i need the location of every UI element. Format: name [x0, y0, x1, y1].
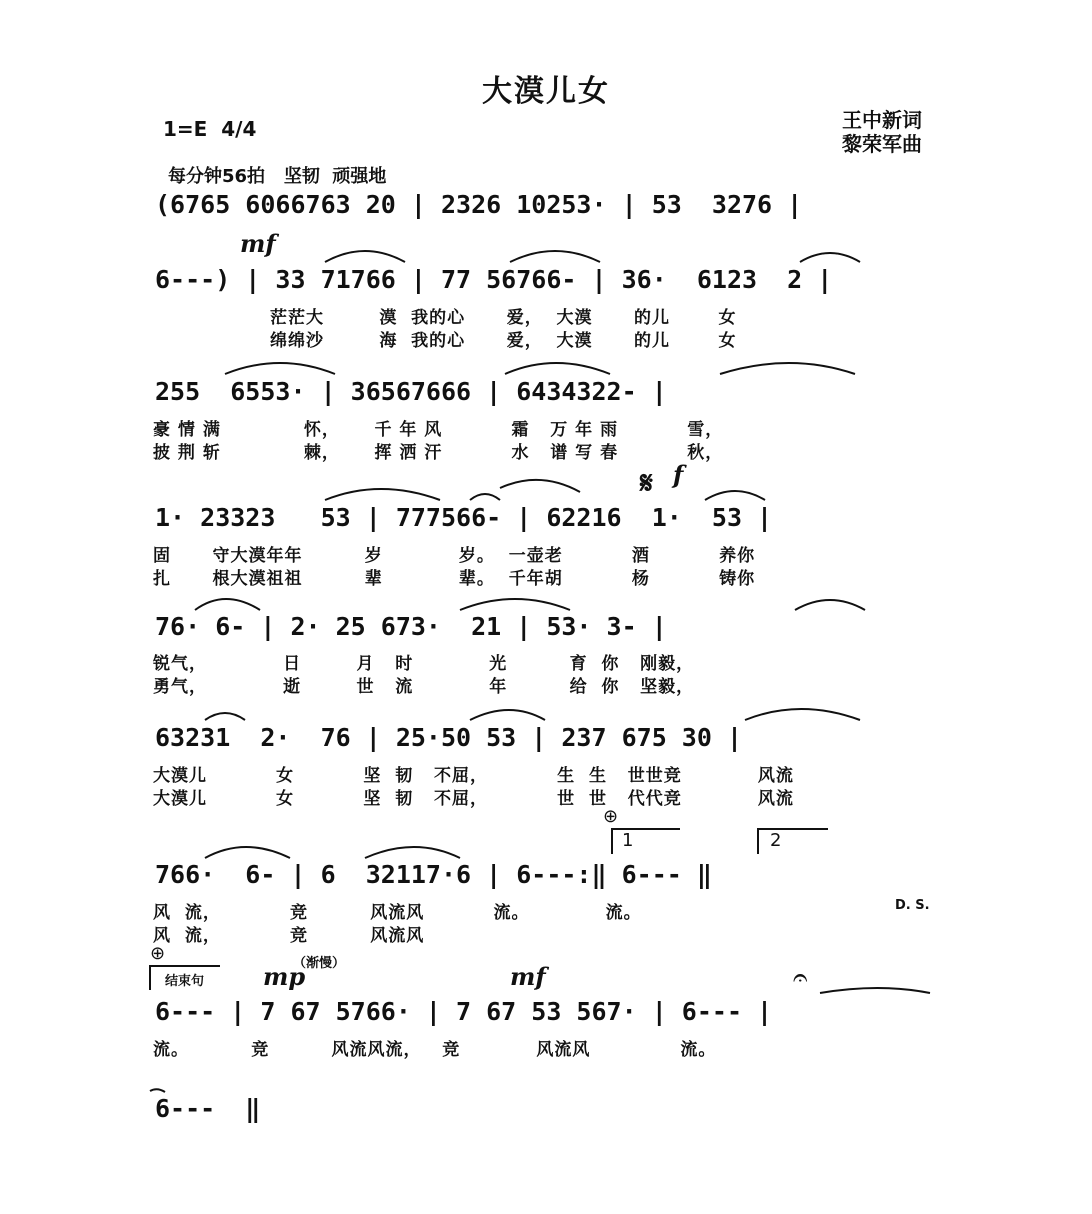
slur: [705, 491, 765, 500]
lyrics-system-6-verse-1: 大漠儿 女 坚 韧 不屈， 生 生 世世竞 风流: [153, 766, 794, 786]
lyrics-system-4-verse-1: 固 守大漠年年 岁 岁。 一壶老 酒 养你: [153, 546, 756, 566]
slur: [720, 363, 855, 374]
coda-bracket: [150, 966, 220, 990]
key-time-signature: 1=E 4/4: [163, 117, 257, 141]
dynamic-mp: mp: [263, 962, 306, 991]
song-title: 大漠儿女: [482, 74, 610, 109]
lyrics-system-2-verse-1: 茫茫大 漠 我的心 爱， 大漠 的儿 女: [270, 308, 737, 328]
notes-system-3: 255 6553· | 36567666 | 6434322- |: [155, 377, 667, 406]
notes-system-5: 76· 6- | 2· 25 673· 21 | 53· 3- |: [155, 612, 667, 641]
lyrics-system-6-verse-2: 大漠儿 女 坚 韧 不屈， 世 世 代代竞 风流: [153, 789, 794, 809]
slur: [795, 600, 865, 610]
slur: [365, 847, 460, 858]
slur: [470, 710, 545, 720]
notes-system-9: 6--- ‖: [155, 1094, 261, 1123]
slur: [820, 988, 930, 993]
dynamic-f: f: [673, 460, 684, 489]
volta-first: 1: [622, 830, 634, 851]
volta-bracket: [758, 829, 828, 854]
lyricist-credit: 王中新词: [842, 108, 922, 132]
slur: [325, 489, 440, 500]
slur: [470, 494, 500, 500]
notes-system-4: 1· 23323 53 | 777566- | 62216 1· 53 |: [155, 503, 773, 532]
notes-system-7: 766· 6- | 6 32117·6 | 6---:‖ 6--- ‖: [155, 860, 712, 889]
lyrics-system-7-verse-1: 风 流， 竞 风流风 流。 流。: [153, 903, 642, 923]
slur: [150, 1089, 165, 1092]
lyrics-system-3-verse-1: 豪 情 满 怀， 千 年 风 霜 万 年 雨 雪，: [153, 420, 724, 440]
lyrics-system-3-verse-2: 披 荆 斩 棘， 挥 洒 汗 水 谱 写 春 秋，: [153, 443, 724, 463]
lyrics-system-5-verse-2: 勇气， 逝 世 流 年 给 你 坚毅，: [153, 677, 695, 697]
coda-icon-2: ⊕: [150, 943, 166, 964]
lyrics-system-8-verse-1: 流。 竞 风流风流， 竞 风流风 流。: [153, 1040, 717, 1060]
da-segno: D. S.: [895, 898, 930, 913]
slur: [195, 599, 260, 610]
slur: [460, 599, 570, 610]
tempo-marking: 每分钟56拍 坚韧 顽强地: [168, 166, 387, 187]
slur: [205, 847, 290, 858]
slur: [205, 713, 245, 720]
coda-label: 结束句: [165, 974, 205, 989]
notes-system-2: 6---) | 33 71766 | 77 56766- | 36· 6123 2 |: [155, 265, 833, 294]
notes-system-6: 63231 2· 76 | 25·50 53 | 237 675 30 |: [155, 723, 742, 752]
lyrics-system-5-verse-1: 锐气， 日 月 时 光 育 你 刚毅，: [153, 654, 695, 674]
dynamic-mf: mf: [240, 229, 276, 258]
slur: [505, 363, 610, 374]
slur: [325, 251, 405, 262]
slur: [800, 253, 860, 262]
slur: [225, 363, 335, 374]
slur: [510, 251, 600, 262]
slur: [500, 480, 580, 492]
lyrics-system-7-verse-2: 风 流， 竞 风流风: [153, 926, 425, 946]
notes-system-1: (6765 6066763 20 | 2326 10253· | 53 3276 |: [155, 190, 803, 219]
volta-bracket: [612, 829, 680, 854]
composer-credit: 黎荣军曲: [842, 132, 922, 156]
coda-icon: ⊕: [603, 806, 619, 827]
slur: [745, 709, 860, 720]
notes-system-8: 6--- | 7 67 5766· | 7 67 53 567· | 6--- |: [155, 997, 773, 1026]
lyrics-system-4-verse-2: 扎 根大漠祖祖 辈 辈。 千年胡 杨 铸你: [153, 569, 756, 589]
volta-second: 2: [770, 830, 782, 851]
fermata-icon: 𝄐: [793, 963, 808, 993]
lyrics-system-2-verse-2: 绵绵沙 海 我的心 爱， 大漠 的儿 女: [270, 331, 737, 351]
dynamic-mf-2: mf: [510, 962, 546, 991]
segno-icon: 𝄋: [640, 466, 653, 501]
ritardando-text: （渐慢）: [293, 956, 346, 971]
